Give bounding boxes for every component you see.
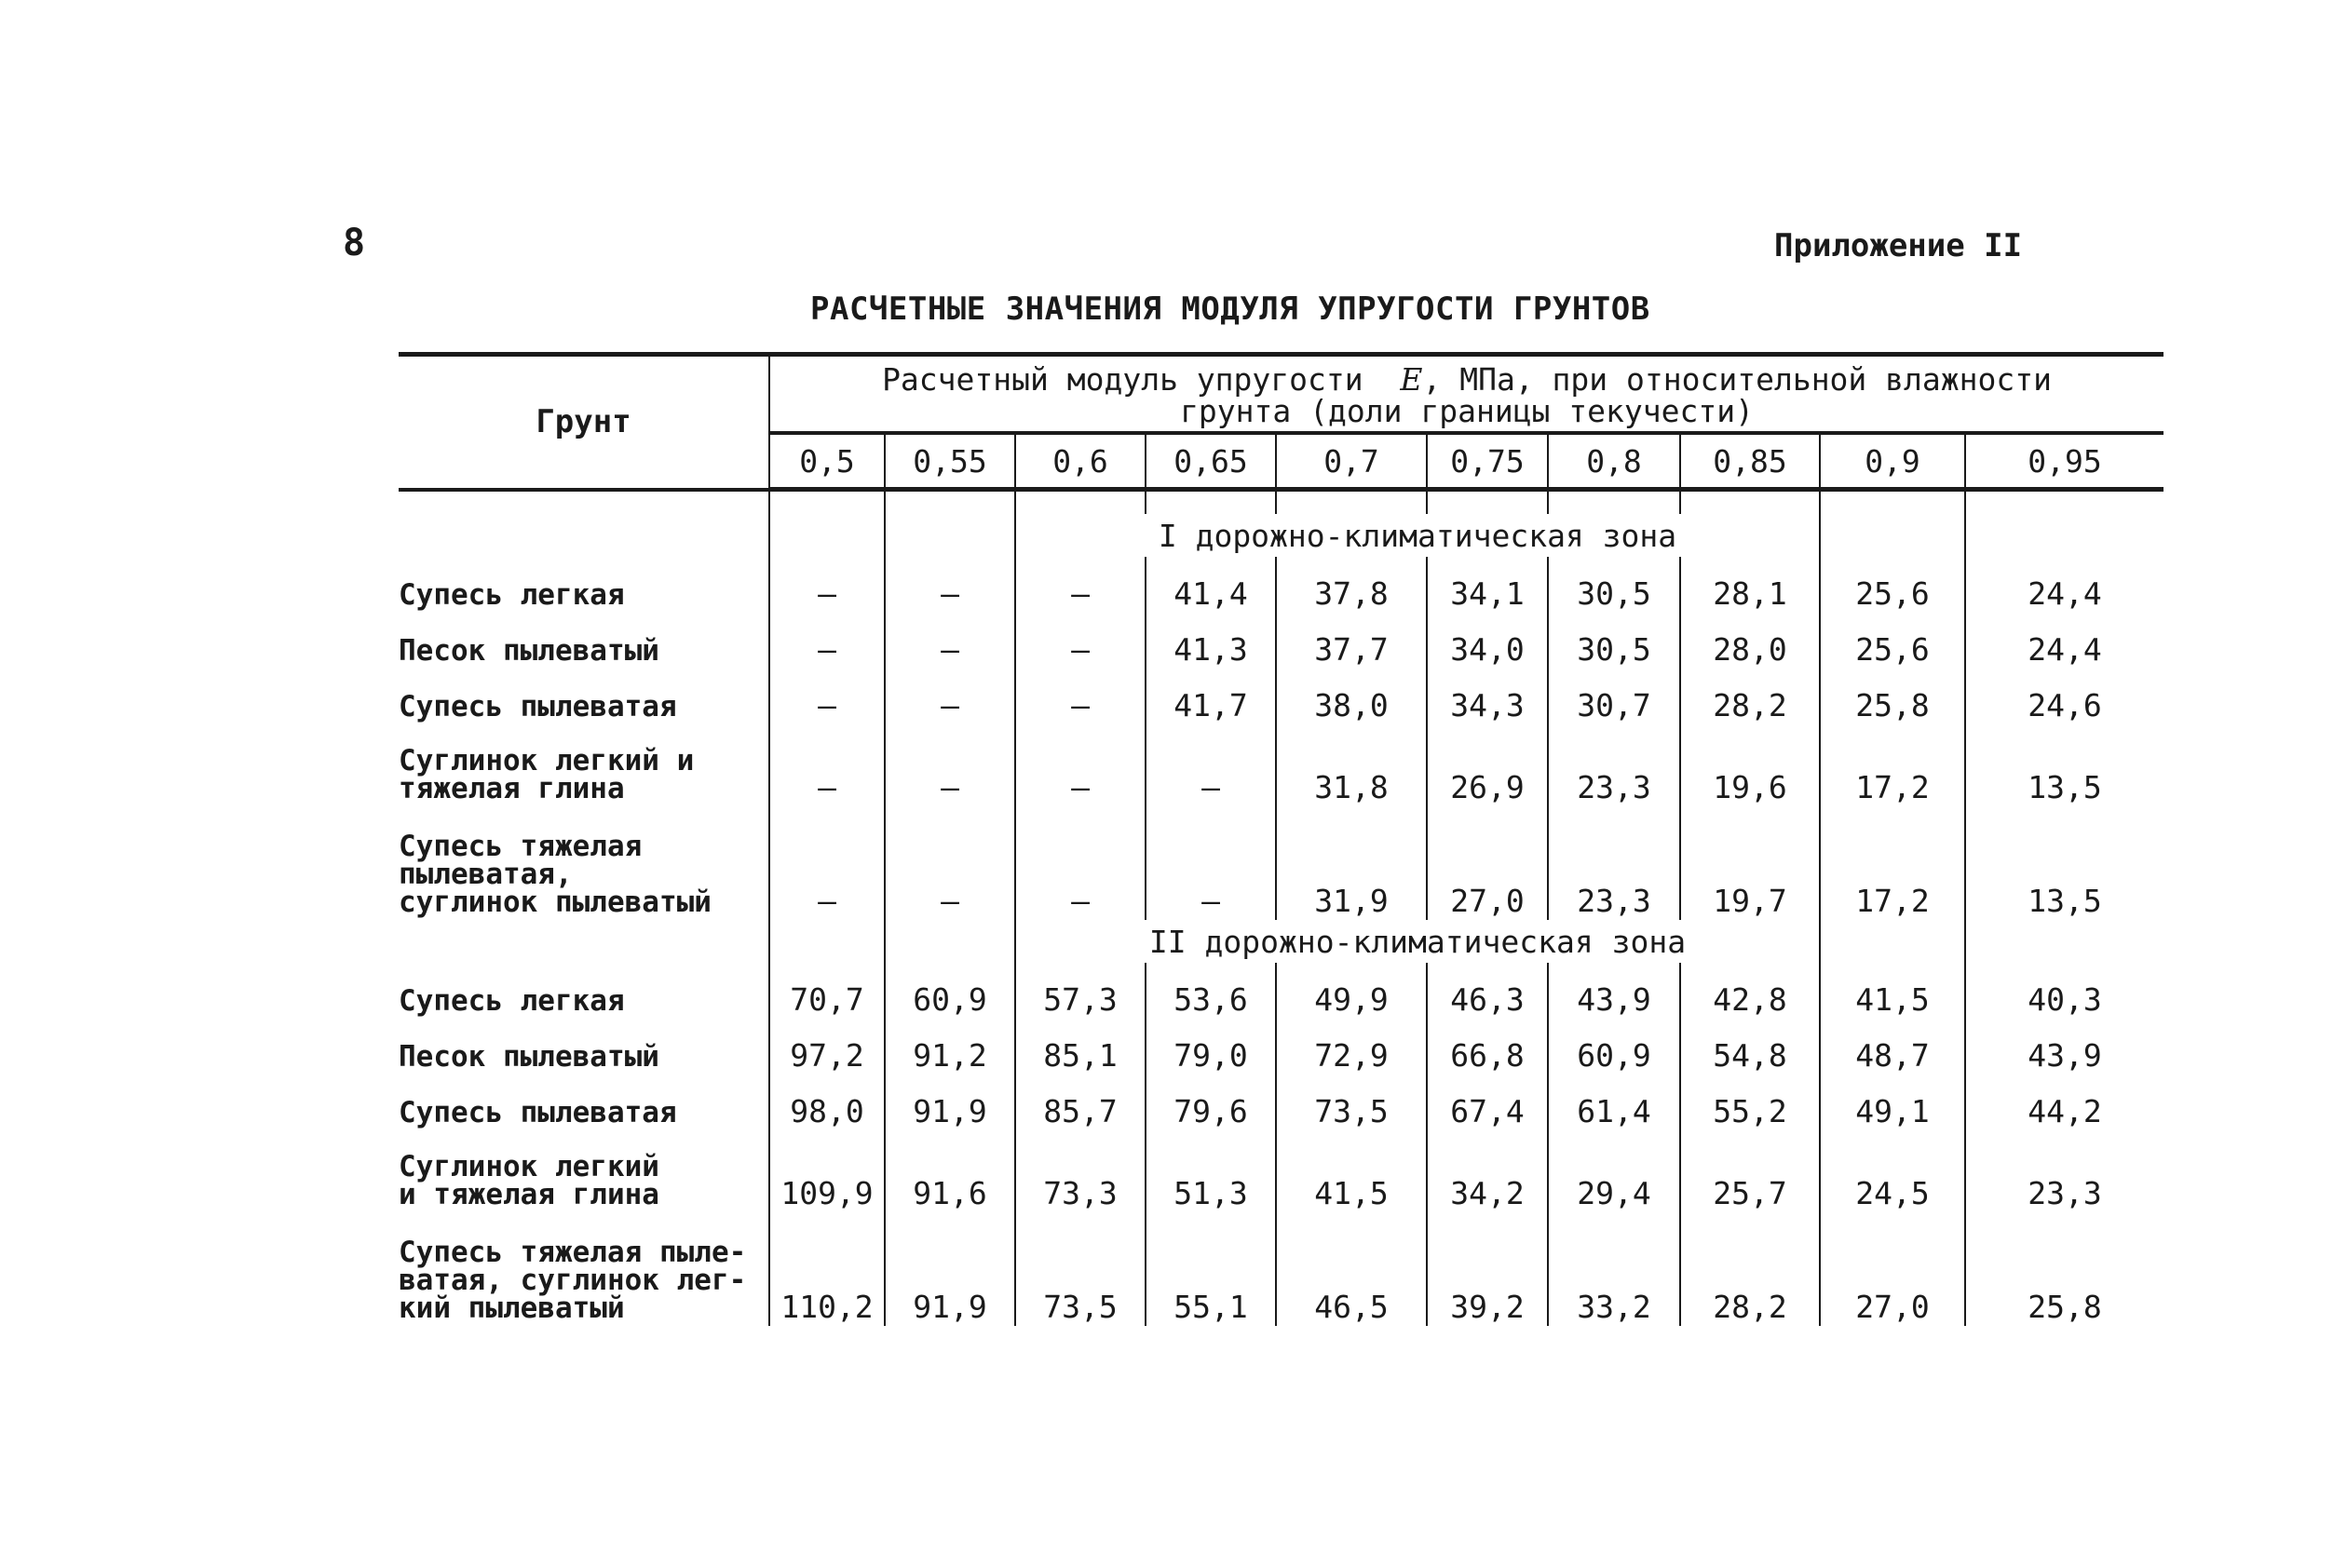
modulus-value: 72,9 [1276,1019,1427,1075]
modulus-value: 23,3 [2028,1175,2102,1211]
modulus-value: 79,0 [1146,1019,1276,1075]
modulus-value: 27,0 [1820,1212,1965,1326]
zone-soil-cell [399,920,769,963]
modulus-value: 40,3 [2028,981,2102,1018]
modulus-value: 85,7 [1015,1075,1146,1130]
modulus-value: 33,2 [1548,1212,1680,1326]
modulus-value: – [769,613,885,669]
zone-gap-cell [1820,514,1965,557]
spacer-cell [1015,490,1146,515]
ratio-header: 0,5 [769,433,885,490]
table-title: РАСЧЕТНЫЕ ЗНАЧЕНИЯ МОДУЛЯ УПРУГОСТИ ГРУНТОВ [810,291,1650,328]
modulus-value: 37,8 [1276,557,1427,613]
modulus-value: 60,9 [1548,1019,1680,1075]
ratio-header: 0,8 [1548,433,1680,490]
modulus-value: 28,2 [1680,1212,1820,1326]
table-row [399,669,2163,724]
modulus-value: 91,2 [885,1019,1015,1075]
modulus-value: – [769,806,885,920]
modulus-value: 25,8 [1820,669,1965,724]
modulus-value: 28,1 [1680,557,1820,613]
modulus-value: 42,8 [1680,963,1820,1019]
zone-gap-cell [885,920,1015,963]
modulus-value: 24,6 [2028,687,2102,723]
modulus-value: 34,2 [1427,1130,1548,1212]
elastic-modulus-table [399,352,2163,1331]
modulus-value: – [769,557,885,613]
modulus-value: – [1015,724,1146,806]
spacer-cell [1276,490,1427,515]
zone-gap-cell [769,514,885,557]
spacer-row [399,490,2163,515]
soil-name: Супесь легкая [399,963,769,1019]
modulus-value: – [769,669,885,724]
modulus-value: 25,6 [1820,613,1965,669]
modulus-value: 66,8 [1427,1019,1548,1075]
spacer-cell [1820,490,1965,515]
table-row [399,806,2163,920]
modulus-value: 46,3 [1427,963,1548,1019]
table-row [399,557,2163,613]
modulus-value: 24,4 [2028,575,2102,612]
zone-gap-cell [885,514,1015,557]
modulus-value: 91,9 [885,1212,1015,1326]
modulus-value: 27,0 [1427,806,1548,920]
modulus-value: 39,2 [1427,1212,1548,1326]
modulus-value: 28,0 [1680,613,1820,669]
spacer-cell [1427,490,1548,515]
table-row [399,963,2163,1019]
modulus-value: 70,7 [769,963,885,1019]
modulus-value: 41,4 [1146,557,1276,613]
zone-label: I дорожно-климатическая зона [1015,514,1820,557]
modulus-value: 34,1 [1427,557,1548,613]
modulus-value: – [885,613,1015,669]
spacer-cell [769,490,885,515]
modulus-value: 43,9 [1548,963,1680,1019]
modulus-value: 41,7 [1146,669,1276,724]
table-row [399,1130,2163,1212]
modulus-value: 13,5 [2028,883,2102,919]
modulus-value: 51,3 [1146,1130,1276,1212]
modulus-value: 30,7 [1548,669,1680,724]
modulus-value: 60,9 [885,963,1015,1019]
modulus-value: 38,0 [1276,669,1427,724]
modulus-value: 23,3 [1548,806,1680,920]
modulus-value: 13,5 [2028,769,2102,805]
modulus-value: – [885,806,1015,920]
modulus-value: 34,0 [1427,613,1548,669]
spacer-cell [399,490,769,515]
modulus-value: 29,4 [1548,1130,1680,1212]
zone-label: II дорожно-климатическая зона [1015,920,1820,963]
table-row [399,1075,2163,1130]
modulus-value: 23,3 [1548,724,1680,806]
modulus-value: 17,2 [1820,724,1965,806]
modulus-value: 25,6 [1820,557,1965,613]
modulus-value: 31,8 [1276,724,1427,806]
modulus-value: 25,7 [1680,1130,1820,1212]
modulus-value: 48,7 [1820,1019,1965,1075]
table-row [399,1212,2163,1326]
modulus-value: 44,2 [2028,1093,2102,1129]
zone-gap-cell [1965,514,2163,557]
modulus-value: 19,6 [1680,724,1820,806]
appendix-label: Приложение II [1774,227,2023,264]
zone-gap-cell [769,920,885,963]
spacer-cell [1548,490,1680,515]
modulus-value: 73,5 [1015,1212,1146,1326]
spacer-cell [1680,490,1820,515]
modulus-value: 55,2 [1680,1075,1820,1130]
soil-column-header: Грунт [399,355,769,490]
ratio-header: 0,65 [1146,433,1276,490]
soil-name: Супесь легкая [399,557,769,613]
spacer-cell [885,490,1015,515]
modulus-value: 49,9 [1276,963,1427,1019]
bottom-spacer-cell [399,1326,2163,1331]
zone-soil-cell [399,514,769,557]
modulus-value: 110,2 [769,1212,885,1326]
ratio-header: 0,9 [1820,433,1965,490]
table-body [399,490,2163,1332]
zone-row [399,920,2163,963]
soil-name: Песок пылеватый [399,613,769,669]
modulus-value: 30,5 [1548,613,1680,669]
modulus-value: 53,6 [1146,963,1276,1019]
modulus-value: 67,4 [1427,1075,1548,1130]
soil-name: Суглинок легкий и тяжелая глина [399,1130,769,1212]
soil-name: Супесь пылеватая [399,1075,769,1130]
modulus-span-header: Расчетный модуль упругости E, МПа, при относительной влажности грунта (доли границы текучести) [769,355,2163,434]
modulus-value: 79,6 [1146,1075,1276,1130]
page-mark: 8 [343,222,366,264]
modulus-value: – [1015,806,1146,920]
modulus-value: – [885,669,1015,724]
modulus-value: – [1015,613,1146,669]
soil-name: Супесь тяжелая пыле- ватая, суглинок лег- кий пылеватый [399,1212,769,1326]
modulus-value: 26,9 [1427,724,1548,806]
modulus-value: 54,8 [1680,1019,1820,1075]
modulus-value: – [1015,669,1146,724]
ratio-header: 0,6 [1015,433,1146,490]
modulus-value: 57,3 [1015,963,1146,1019]
modulus-value: 19,7 [1680,806,1820,920]
ratio-header: 0,75 [1427,433,1548,490]
modulus-value: 91,9 [885,1075,1015,1130]
modulus-value: 73,5 [1276,1075,1427,1130]
modulus-value: 25,8 [2028,1289,2102,1325]
table-row [399,1019,2163,1075]
modulus-value: 24,4 [2028,631,2102,668]
modulus-value: 73,3 [1015,1130,1146,1212]
soil-name: Супесь тяжелая пылеватая, суглинок пылеватый [399,806,769,920]
modulus-value: 61,4 [1548,1075,1680,1130]
modulus-value: – [769,724,885,806]
modulus-value: 46,5 [1276,1212,1427,1326]
soil-name: Суглинок легкий и тяжелая глина [399,724,769,806]
modulus-value: 30,5 [1548,557,1680,613]
bottom-spacer-row [399,1326,2163,1331]
modulus-value: 41,3 [1146,613,1276,669]
modulus-value: 28,2 [1680,669,1820,724]
ratio-header: 0,85 [1680,433,1820,490]
modulus-value: 34,3 [1427,669,1548,724]
modulus-value: 109,9 [769,1130,885,1212]
modulus-value: 24,5 [1820,1130,1965,1212]
modulus-value: 37,7 [1276,613,1427,669]
modulus-value: 41,5 [1276,1130,1427,1212]
zone-gap-cell [1820,920,1965,963]
ratio-header: 0,7 [1276,433,1427,490]
zone-row [399,514,2163,557]
ratio-header: 0,95 [1965,433,2163,490]
ratio-header: 0,55 [885,433,1015,490]
modulus-value: 55,1 [1146,1212,1276,1326]
modulus-value: – [885,724,1015,806]
modulus-value: – [1015,557,1146,613]
table-row [399,724,2163,806]
modulus-value: 97,2 [769,1019,885,1075]
zone-gap-cell [1965,920,2163,963]
spacer-cell [1146,490,1276,515]
modulus-value: – [1146,724,1276,806]
modulus-value: 98,0 [769,1075,885,1130]
spacer-cell [1965,490,2163,515]
modulus-value: – [1146,806,1276,920]
modulus-value: 49,1 [1820,1075,1965,1130]
modulus-value: 43,9 [2028,1037,2102,1074]
modulus-value: 91,6 [885,1130,1015,1212]
table-row [399,613,2163,669]
modulus-value: 85,1 [1015,1019,1146,1075]
soil-name: Супесь пылеватая [399,669,769,724]
modulus-value: 31,9 [1276,806,1427,920]
modulus-value: 17,2 [1820,806,1965,920]
modulus-value: – [885,557,1015,613]
modulus-value: 41,5 [1820,963,1965,1019]
soil-name: Песок пылеватый [399,1019,769,1075]
